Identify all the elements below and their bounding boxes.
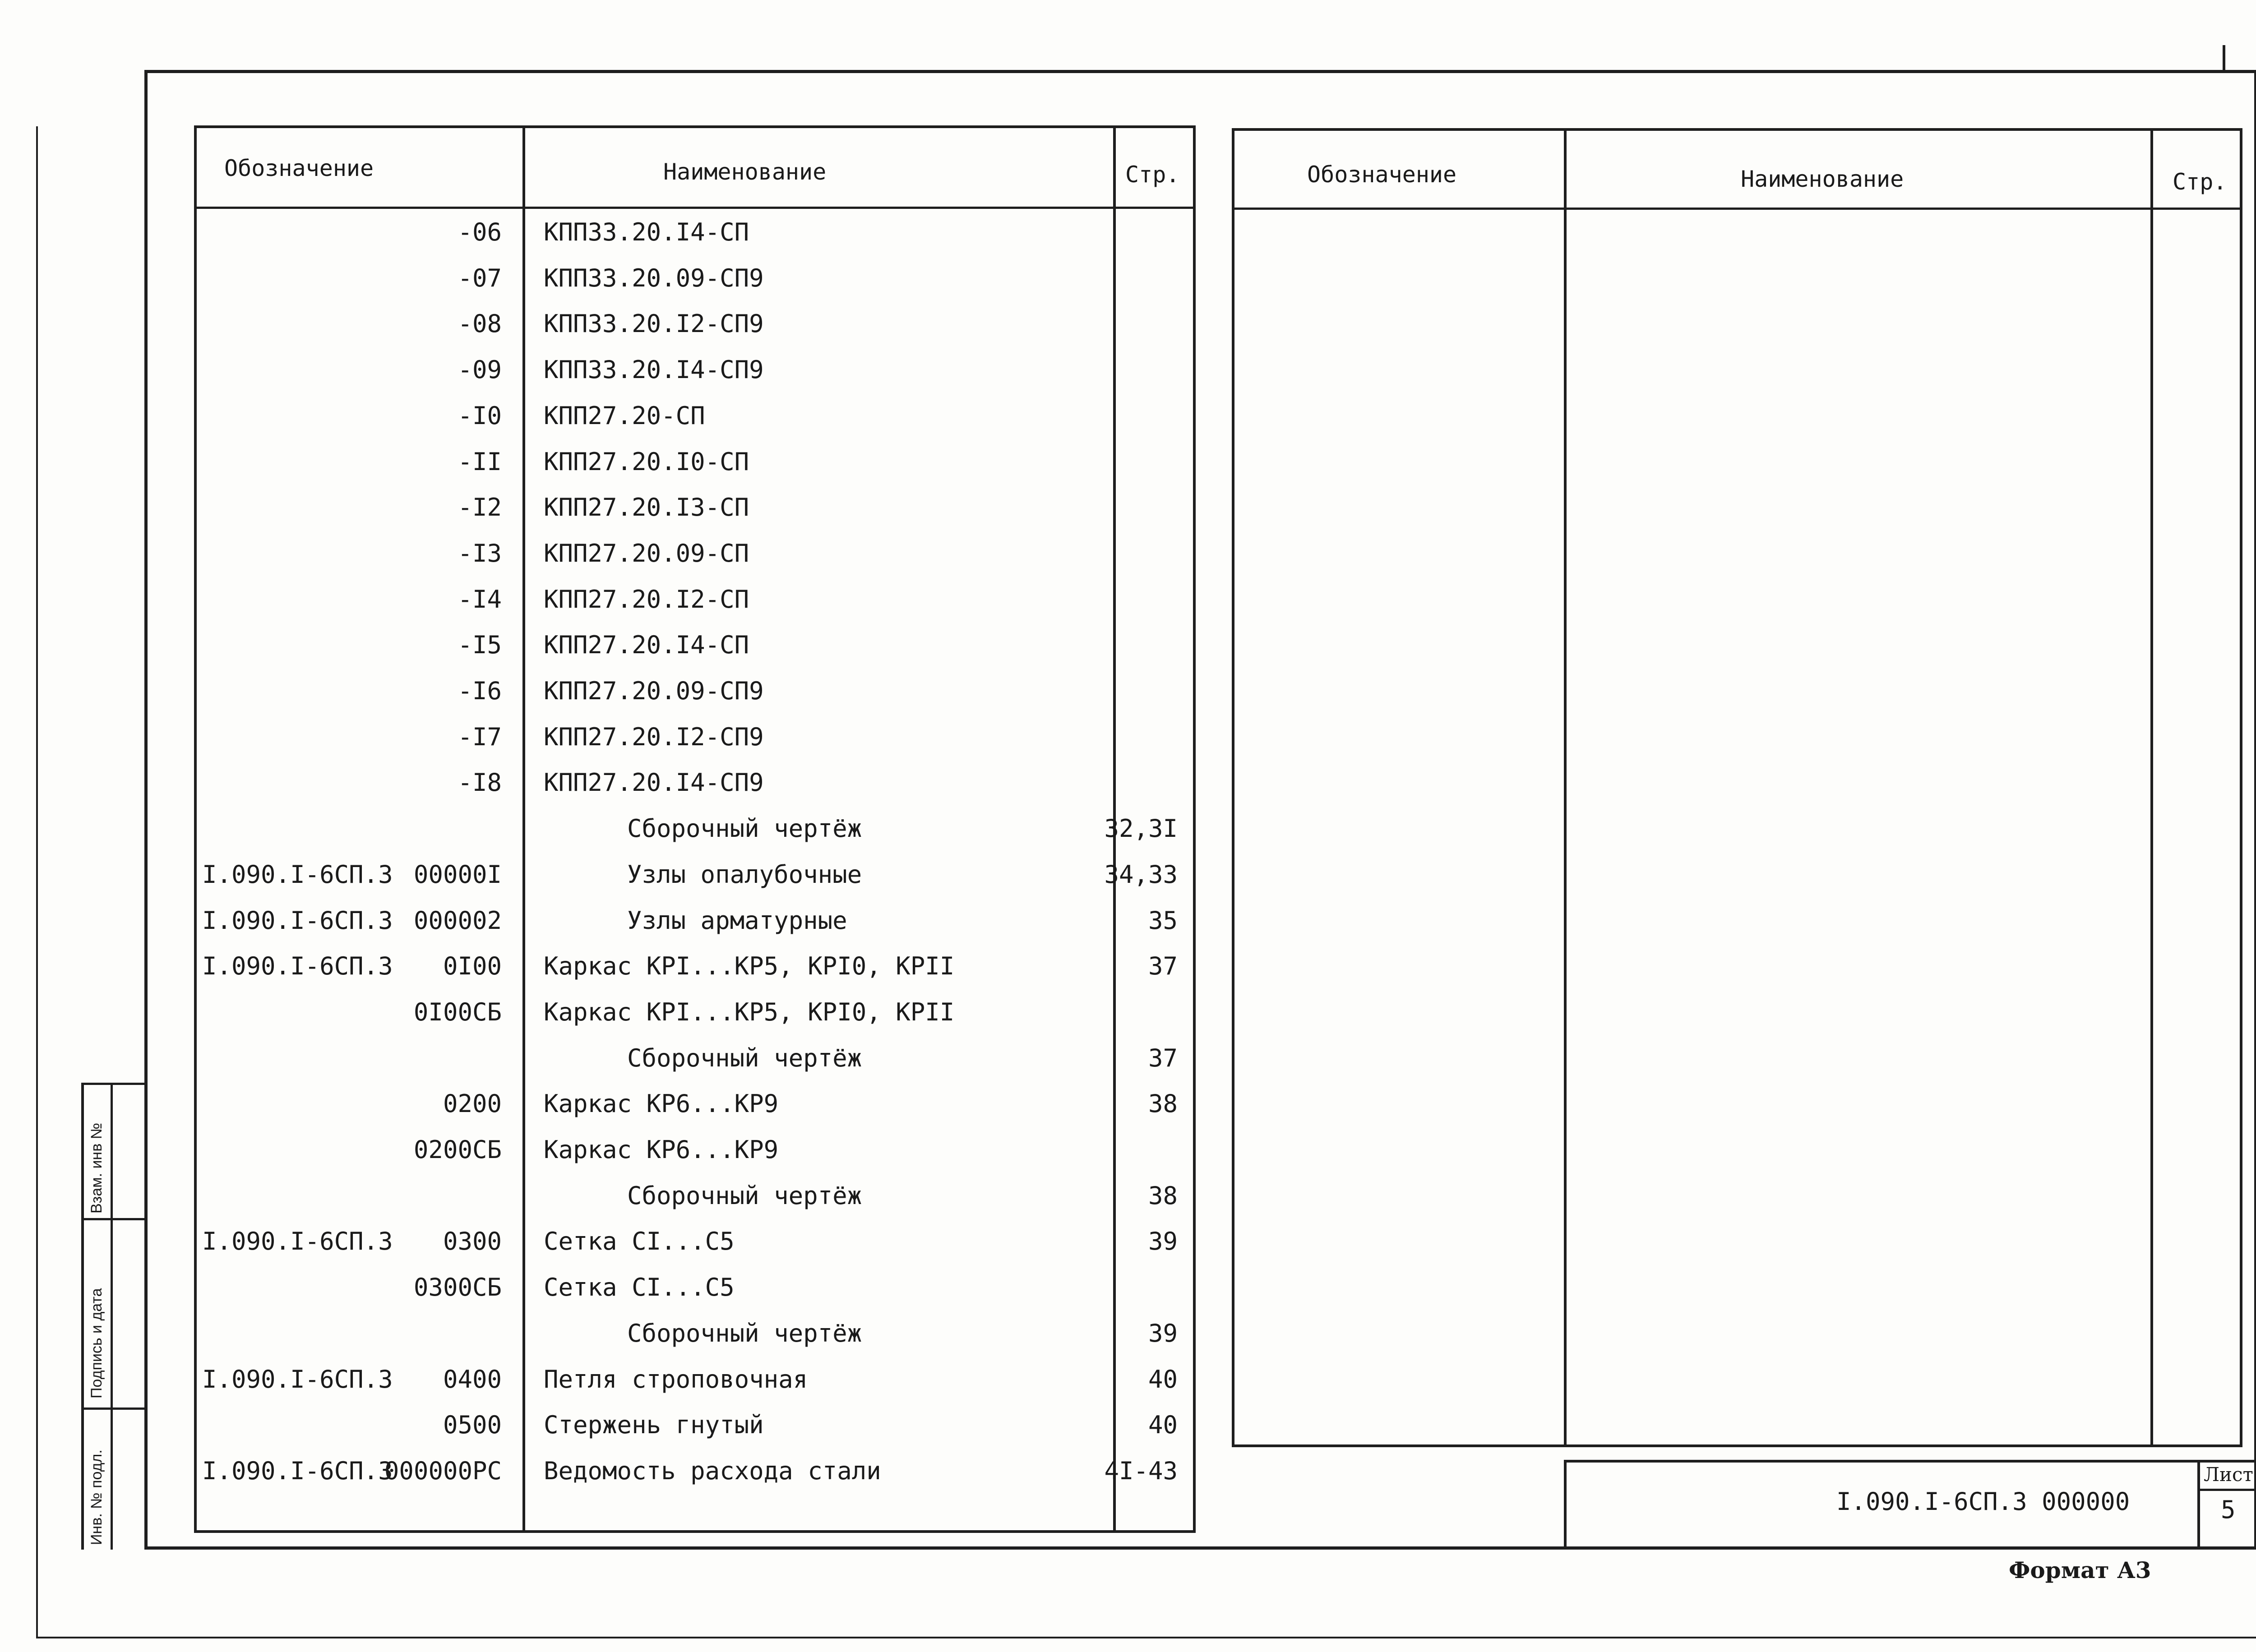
row-code: -06 bbox=[458, 218, 502, 246]
row-page: 37 bbox=[1148, 1044, 1178, 1072]
row-code: 0I00 bbox=[443, 952, 502, 980]
side-stamp-inv-no: Взам. инв № bbox=[88, 1122, 105, 1214]
row-name: КПП27.20.I2-СП bbox=[544, 585, 749, 614]
row-code: 0200 bbox=[443, 1089, 502, 1118]
row-code: 0200СБ bbox=[413, 1135, 502, 1164]
row-name: Узлы арматурные bbox=[627, 906, 847, 935]
row-name: КПП33.20.09-СП9 bbox=[544, 264, 764, 292]
row-code: 0300СБ bbox=[413, 1273, 502, 1301]
row-name: КПП27.20.09-СП9 bbox=[544, 677, 764, 705]
side-stamp-inv-no-orig: Инв. № подл. bbox=[88, 1449, 105, 1545]
row-code: 00000I bbox=[413, 860, 502, 889]
row-name: Стержень гнутый bbox=[544, 1411, 764, 1439]
row-name: КПП27.20.09-СП bbox=[544, 539, 749, 568]
format-label: Формат А3 bbox=[2009, 1557, 2151, 1583]
row-page: 4I-43 bbox=[1104, 1457, 1178, 1485]
row-page: 38 bbox=[1148, 1089, 1178, 1118]
row-code: -08 bbox=[458, 309, 502, 338]
row-name: КПП33.20.I4-СП9 bbox=[544, 355, 764, 384]
row-page: 37 bbox=[1148, 952, 1178, 980]
row-code: 000002 bbox=[413, 906, 502, 935]
left-header-name: Наименование bbox=[663, 159, 827, 185]
right-header-page: Стр. bbox=[2173, 169, 2227, 195]
row-code: -07 bbox=[458, 264, 502, 292]
page-edge-left bbox=[36, 126, 38, 1638]
frame-left bbox=[144, 70, 148, 1550]
row-designation: I.090.I-6СП.3 bbox=[202, 860, 393, 889]
row-name: Сетка СI...С5 bbox=[544, 1227, 735, 1255]
row-name: КПП27.20.I4-СП9 bbox=[544, 768, 764, 797]
sheet-number: 5 bbox=[2221, 1495, 2236, 1524]
row-page: 39 bbox=[1148, 1227, 1178, 1255]
row-name: Каркас КР6...КР9 bbox=[544, 1135, 779, 1164]
sheet-label: Лист bbox=[2204, 1463, 2253, 1486]
row-name: КПП27.20.I4-СП bbox=[544, 631, 749, 659]
row-page: 34,33 bbox=[1104, 860, 1178, 889]
row-code: -I5 bbox=[458, 631, 502, 659]
row-code: 0I00СБ bbox=[413, 998, 502, 1026]
row-name: Сборочный чертёж bbox=[627, 1181, 862, 1210]
row-code: -09 bbox=[458, 355, 502, 384]
row-designation: I.090.I-6СП.3 bbox=[202, 952, 393, 980]
row-name: Сборочный чертёж bbox=[627, 814, 862, 843]
row-name: Каркас КРI...КР5, КРI0, КРII bbox=[544, 952, 955, 980]
row-page: 38 bbox=[1148, 1181, 1178, 1210]
row-name: Сборочный чертёж bbox=[627, 1319, 862, 1347]
row-name: КПП27.20.I3-СП bbox=[544, 493, 749, 521]
document-code: I.090.I-6СП.3 000000 bbox=[1836, 1487, 2130, 1516]
row-code: -I8 bbox=[458, 768, 502, 797]
row-name: КПП27.20.I2-СП9 bbox=[544, 723, 764, 751]
row-code: -II bbox=[458, 448, 502, 476]
row-code: 000000РС bbox=[384, 1457, 502, 1485]
row-page: 39 bbox=[1148, 1319, 1178, 1347]
frame-bottom bbox=[144, 1546, 2256, 1550]
frame-right bbox=[2254, 72, 2256, 1547]
row-code: -I4 bbox=[458, 585, 502, 614]
left-header-page: Стр. bbox=[1125, 162, 1180, 188]
row-code: 0500 bbox=[443, 1411, 502, 1439]
row-designation: I.090.I-6СП.3 bbox=[202, 1457, 393, 1485]
left-header-designation: Обозначение bbox=[224, 155, 374, 181]
row-code: -I6 bbox=[458, 677, 502, 705]
row-name: Ведомость расхода стали bbox=[544, 1457, 881, 1485]
row-code: -I0 bbox=[458, 401, 502, 430]
row-page: 35 bbox=[1148, 906, 1178, 935]
row-name: Сборочный чертёж bbox=[627, 1044, 862, 1072]
row-designation: I.090.I-6СП.3 bbox=[202, 1365, 393, 1394]
row-code: -I3 bbox=[458, 539, 502, 568]
row-name: КПП33.20.I2-СП9 bbox=[544, 309, 764, 338]
row-code: 0400 bbox=[443, 1365, 502, 1394]
row-name: Каркас КРI...КР5, КРI0, КРII bbox=[544, 998, 955, 1026]
scan-mark-top-right bbox=[2223, 45, 2225, 72]
row-code: -I7 bbox=[458, 723, 502, 751]
row-page: 40 bbox=[1148, 1411, 1178, 1439]
row-name: Узлы опалубочные bbox=[627, 860, 862, 889]
row-page: 32,3I bbox=[1104, 814, 1178, 843]
row-name: Петля строповочная bbox=[544, 1365, 808, 1394]
row-name: КПП27.20.I0-СП bbox=[544, 448, 749, 476]
right-header-name: Наименование bbox=[1741, 166, 1904, 192]
row-name: КПП33.20.I4-СП bbox=[544, 218, 749, 246]
page-edge-bottom bbox=[36, 1637, 2256, 1638]
row-designation: I.090.I-6СП.3 bbox=[202, 906, 393, 935]
row-designation: I.090.I-6СП.3 bbox=[202, 1227, 393, 1255]
row-code: -I2 bbox=[458, 493, 502, 521]
right-header-designation: Обозначение bbox=[1307, 162, 1457, 188]
side-stamp-signature-date: Подпись и дата bbox=[88, 1288, 105, 1398]
frame-top bbox=[144, 70, 2256, 73]
row-page: 40 bbox=[1148, 1365, 1178, 1394]
row-name: КПП27.20-СП bbox=[544, 401, 705, 430]
row-name: Сетка СI...С5 bbox=[544, 1273, 735, 1301]
row-code: 0300 bbox=[443, 1227, 502, 1255]
row-name: Каркас КР6...КР9 bbox=[544, 1089, 779, 1118]
